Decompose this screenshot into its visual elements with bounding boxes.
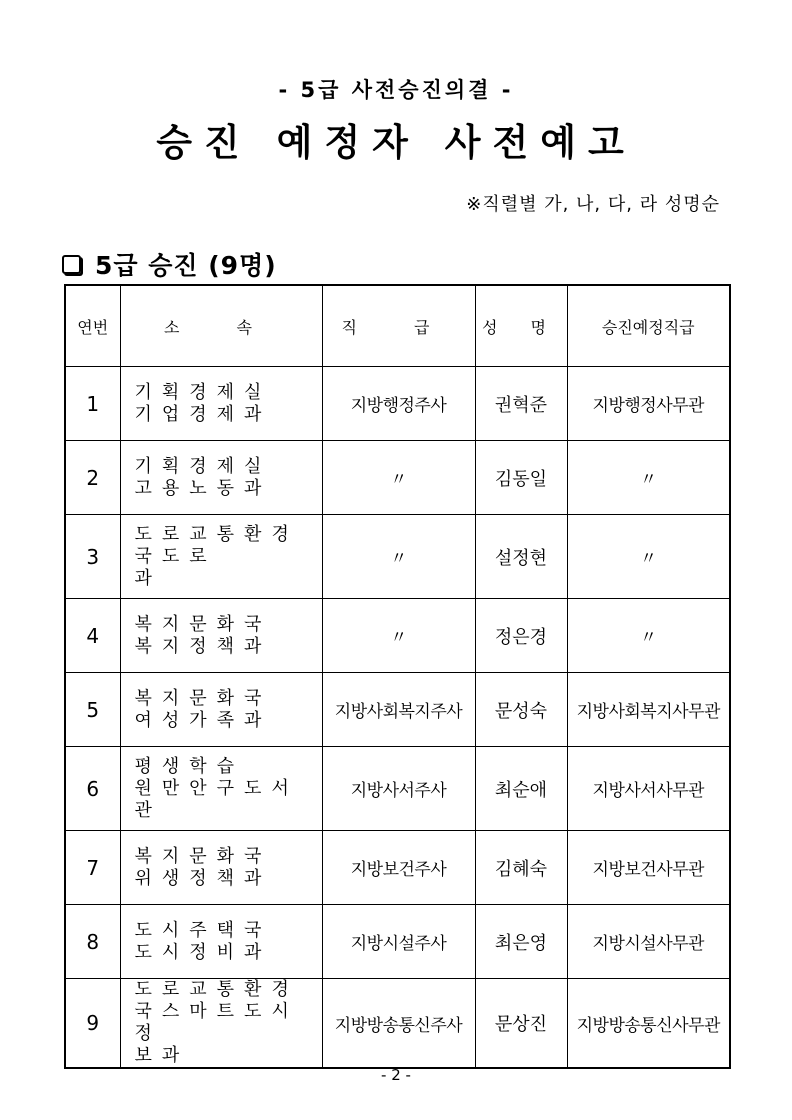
row-rank: 지방시설주사 [322, 905, 475, 979]
row-number: 5 [65, 673, 120, 747]
row-number: 9 [65, 979, 120, 1069]
document-subtitle: - 5급 사전승진의결 - [278, 78, 514, 102]
table-header-row [65, 285, 730, 367]
row-rank: 〃 [322, 599, 475, 673]
section-title: 5급 승진 (9명) [95, 251, 277, 280]
row-name: 최순애 [475, 747, 567, 831]
table-row [65, 905, 730, 979]
row-department: 기획경제실 기업경제과 [120, 367, 322, 441]
page-number: - 2 - [381, 1066, 411, 1084]
row-rank: 지방보건주사 [322, 831, 475, 905]
row-department: 도시주택국 도시정비과 [120, 905, 322, 979]
sort-note: ※직렬별 가, 나, 다, 라 성명순 [466, 194, 720, 215]
row-number: 7 [65, 831, 120, 905]
row-department: 기획경제실 고용노동과 [120, 441, 322, 515]
row-rank: 지방사서주사 [322, 747, 475, 831]
row-name: 문상진 [475, 979, 567, 1069]
row-promotion-rank: 지방보건사무관 [567, 831, 730, 905]
row-name: 정은경 [475, 599, 567, 673]
row-name: 최은영 [475, 905, 567, 979]
row-rank: 〃 [322, 441, 475, 515]
row-promotion-rank: 지방사서사무관 [567, 747, 730, 831]
row-department: 복지문화국 여성가족과 [120, 673, 322, 747]
row-number: 6 [65, 747, 120, 831]
row-number: 4 [65, 599, 120, 673]
table-row [65, 441, 730, 515]
col-header-department: 소 속 [120, 285, 322, 367]
document-title: 승진 예정자 사전예고 [156, 121, 636, 164]
row-rank: 지방방송통신주사 [322, 979, 475, 1069]
col-header-number: 연번 [65, 285, 120, 367]
row-promotion-rank: 지방시설사무관 [567, 905, 730, 979]
table-row [65, 979, 730, 1069]
table-row [65, 599, 730, 673]
col-header-rank: 직 급 [322, 285, 475, 367]
table-row [65, 367, 730, 441]
row-promotion-rank: 〃 [567, 515, 730, 599]
col-header-promotion-rank: 승진예정직급 [567, 285, 730, 367]
row-name: 권혁준 [475, 367, 567, 441]
row-department: 복지문화국 복지정책과 [120, 599, 322, 673]
row-number: 1 [65, 367, 120, 441]
row-rank: 지방행정주사 [322, 367, 475, 441]
row-department: 평생학습 원만안구도서 관 [120, 747, 322, 831]
row-name: 설정현 [475, 515, 567, 599]
row-name: 김혜숙 [475, 831, 567, 905]
row-promotion-rank: 지방행정사무관 [567, 367, 730, 441]
table-row [65, 673, 730, 747]
checkbox-icon [62, 255, 81, 274]
row-number: 2 [65, 441, 120, 515]
row-rank: 〃 [322, 515, 475, 599]
row-name: 문성숙 [475, 673, 567, 747]
row-promotion-rank: 〃 [567, 599, 730, 673]
table-row [65, 515, 730, 599]
row-number: 3 [65, 515, 120, 599]
row-promotion-rank: 〃 [567, 441, 730, 515]
table-row [65, 831, 730, 905]
row-promotion-rank: 지방사회복지사무관 [567, 673, 730, 747]
row-number: 8 [65, 905, 120, 979]
row-rank: 지방사회복지주사 [322, 673, 475, 747]
section-heading [62, 246, 277, 282]
promotion-table [64, 284, 731, 1069]
row-department: 도로교통환경 국도로 과 [120, 515, 322, 599]
row-department: 복지문화국 위생정책과 [120, 831, 322, 905]
table-row [65, 747, 730, 831]
row-department: 도로교통환경 국스마트도시정 보과 [120, 979, 322, 1069]
col-header-name: 성 명 [475, 285, 567, 367]
row-promotion-rank: 지방방송통신사무관 [567, 979, 730, 1069]
row-name: 김동일 [475, 441, 567, 515]
